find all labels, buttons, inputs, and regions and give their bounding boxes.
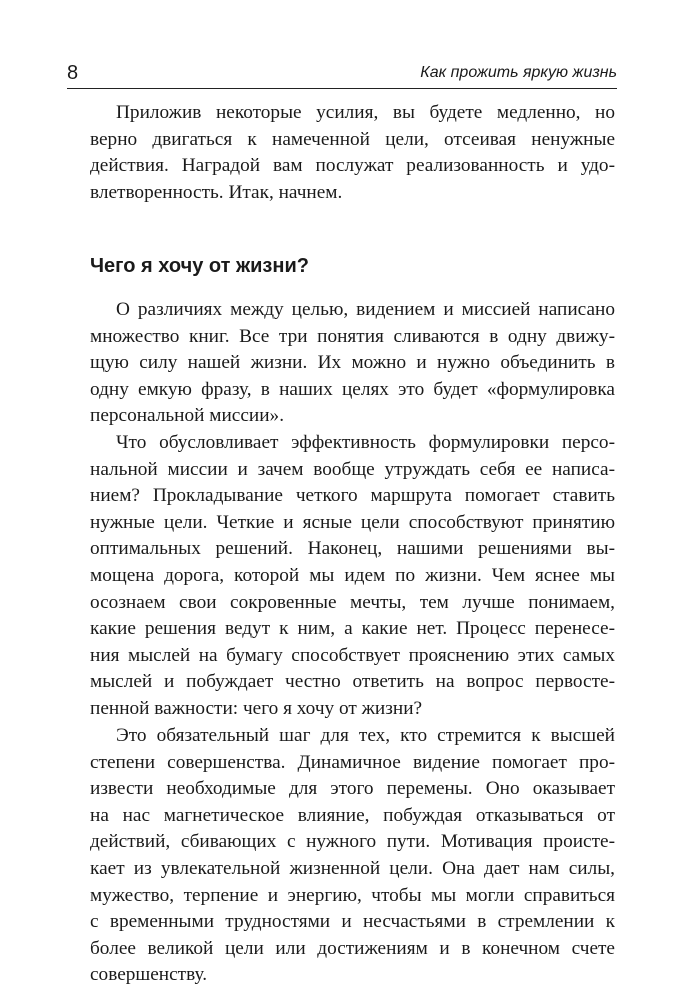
text-line: О различиях между целью, видением и миссией написано — [116, 299, 615, 320]
text-line: какие решения ведут к ним, а какие нет. Процесс перенесе- — [90, 618, 615, 640]
text-line: с временными трудностями и несчастьями в стремлении к — [90, 911, 615, 933]
intro-paragraph — [90, 100, 615, 206]
text-line: нужные цели. Четкие и ясные цели способствуют принятию — [90, 511, 615, 533]
text-line: действия. Наградой вам послужат реализованность и удо- — [90, 155, 615, 177]
text-line: ния мыслей на бумагу способствует прояснению этих самых — [90, 644, 615, 666]
text-line: совершенству. — [90, 964, 208, 986]
text-line: верно двигаться к намеченной цели, отсеивая ненужные — [90, 128, 615, 150]
page-number: 8 — [67, 62, 79, 84]
text-line: нальной миссии и зачем вообще утруждать себя ее написа- — [90, 458, 615, 480]
text-line: одну емкую фразу, в наших целях это будет «формулировка — [90, 378, 615, 400]
text-line: кает из увлекательной жизненной цели. Она дает нам силы, — [90, 857, 615, 879]
text-line: на нас магнетическое влияние, побуждая отказываться от — [90, 804, 615, 826]
text-line: множество книг. Все три понятия сливаются в одну движу- — [90, 325, 615, 347]
text-line: Приложив некоторые усилия, вы будете медленно, но — [116, 102, 615, 123]
header-rule — [67, 88, 617, 89]
text-line: извести необходимые для этого перемены. Оно оказывает — [90, 778, 615, 800]
text-line: Что обусловливает эффективность формулировки персо- — [116, 432, 615, 453]
text-line: осознаем свои сокровенные мечты, тем лучше понимаем, — [90, 591, 615, 613]
body-paragraph-3 — [90, 723, 615, 989]
text-line: мыслей и побуждает честно ответить на вопрос первосте- — [90, 671, 615, 693]
text-line: нием? Прокладывание четкого маршрута помогает ставить — [90, 485, 615, 507]
text-line: более великой цели или достижениям и в конечном счете — [90, 937, 615, 959]
text-line: оптимальных решений. Наконец, нашими решениями вы- — [90, 538, 615, 560]
text-line: персональной миссии». — [90, 405, 285, 427]
body-paragraph-1 — [90, 297, 615, 430]
text-line: влетворенность. Итак, начнем. — [90, 181, 343, 203]
section-heading: Чего я хочу от жизни? — [90, 255, 309, 277]
page-header — [67, 60, 617, 88]
text-line: пенной важности: чего я хочу от жизни? — [90, 697, 423, 719]
text-line: мощена дорога, которой мы идем по жизни. Чем яснее мы — [90, 564, 615, 586]
text-line: степени совершенства. Динамичное видение помогает про- — [90, 751, 615, 773]
text-line: мужество, терпение и энергию, чтобы мы могли справиться — [90, 884, 615, 906]
text-line: щую силу нашей жизни. Их можно и нужно объединить в — [90, 352, 615, 374]
text-line: Это обязательный шаг для тех, кто стремится к высшей — [116, 725, 615, 746]
body-paragraph-2 — [90, 430, 615, 723]
running-title: Как прожить яркую жизнь — [420, 64, 617, 81]
text-line: действий, сбивающих с нужного пути. Мотивация проистe- — [90, 831, 615, 853]
